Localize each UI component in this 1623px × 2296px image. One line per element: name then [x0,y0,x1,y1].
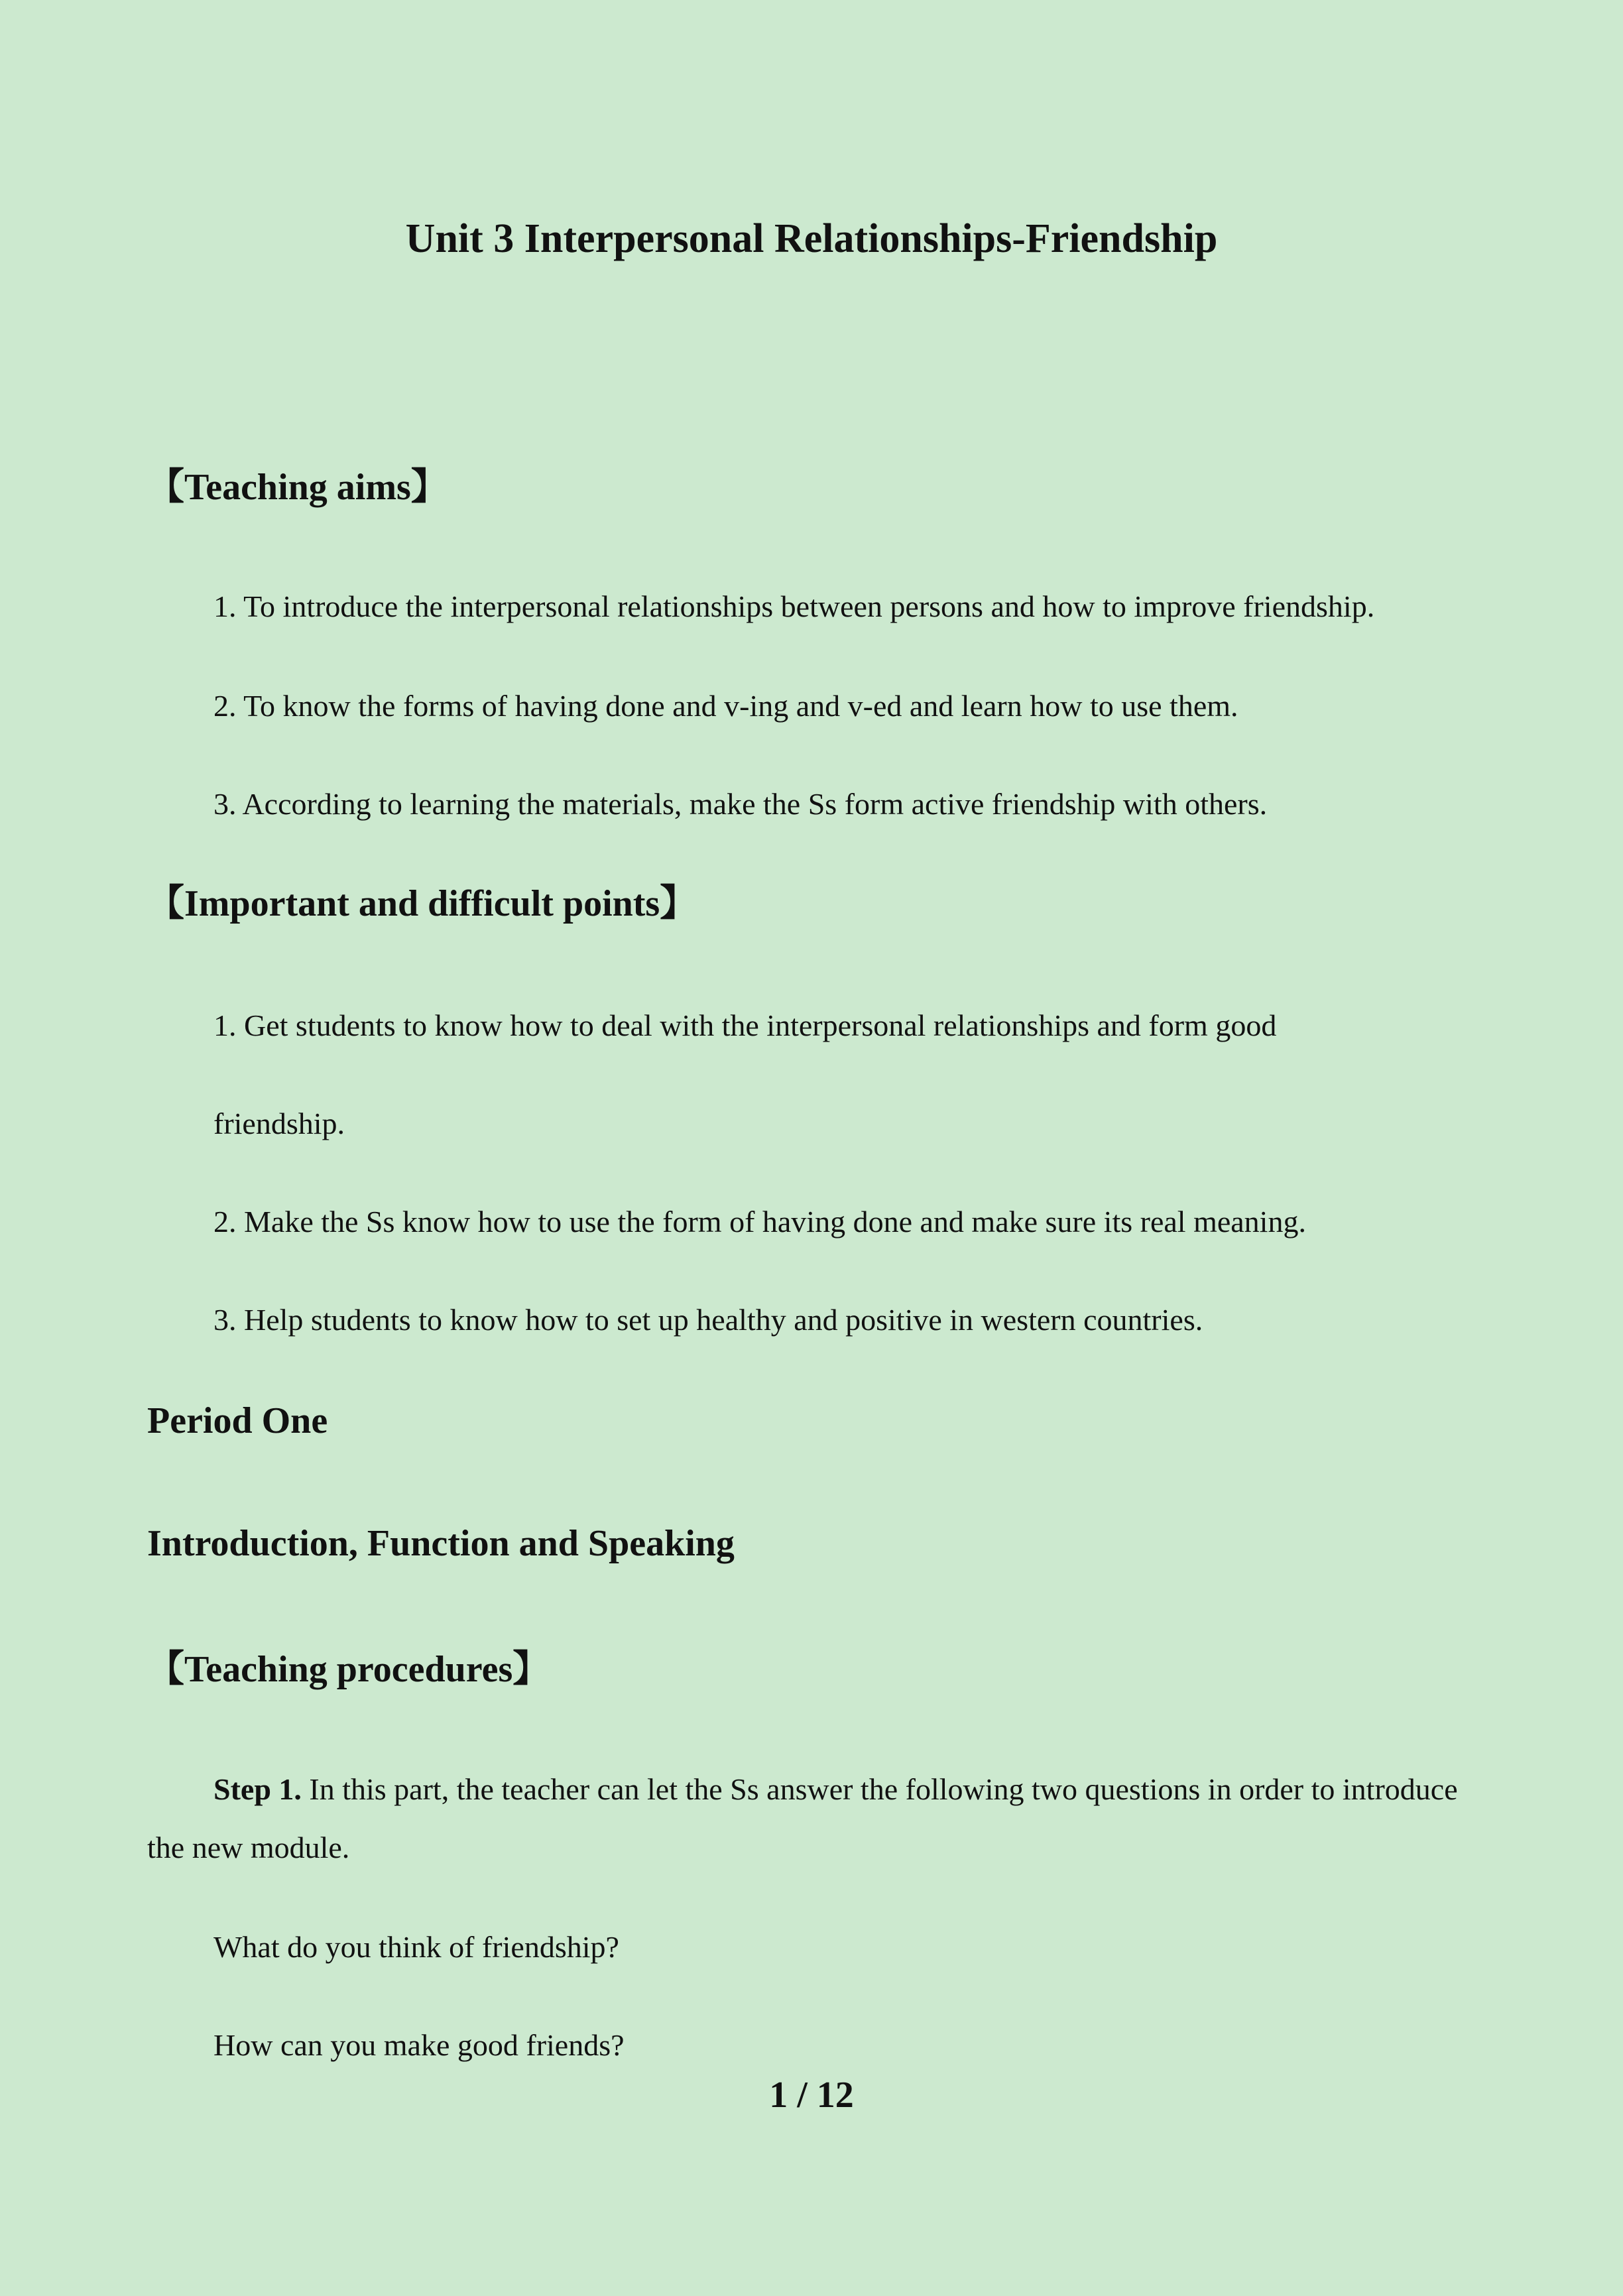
important-points-heading: 【Important and difficult points】 [147,883,697,924]
question-2: How can you make good friends? [213,2028,625,2062]
teaching-aim-1: 1. To introduce the interpersonal relationships between persons and how to improve friendship. [213,589,1375,623]
teaching-procedures-heading: 【Teaching procedures】 [147,1649,550,1690]
document-title: Unit 3 Interpersonal Relationships-Friendship [405,216,1218,261]
step-1-paragraph [147,1760,1486,1877]
period-heading: Period One [147,1400,328,1441]
step-1-label: Step 1. [213,1772,302,1806]
section-subtitle: Introduction, Function and Speaking [147,1523,735,1564]
important-point-1: 1. Get students to know how to deal with the interpersonal relationships and form good [213,1008,1277,1042]
important-point-1-continued: friendship. [213,1107,345,1140]
teaching-aims-heading: 【Teaching aims】 [147,467,448,508]
question-1: What do you think of friendship? [213,1930,619,1964]
important-point-2: 2. Make the Ss know how to use the form of having done and make sure its real meaning. [213,1205,1306,1239]
important-point-3: 3. Help students to know how to set up healthy and positive in western countries. [213,1303,1203,1337]
page-number: 1 / 12 [769,2075,854,2116]
teaching-aim-2: 2. To know the forms of having done and v-ing and v-ed and learn how to use them. [213,689,1238,723]
step-1-text: In this part, the teacher can let the Ss answer the following two questions in order to introduce the new module. [147,1772,1458,1864]
teaching-aim-3: 3. According to learning the materials, make the Ss form active friendship with others. [213,787,1268,821]
